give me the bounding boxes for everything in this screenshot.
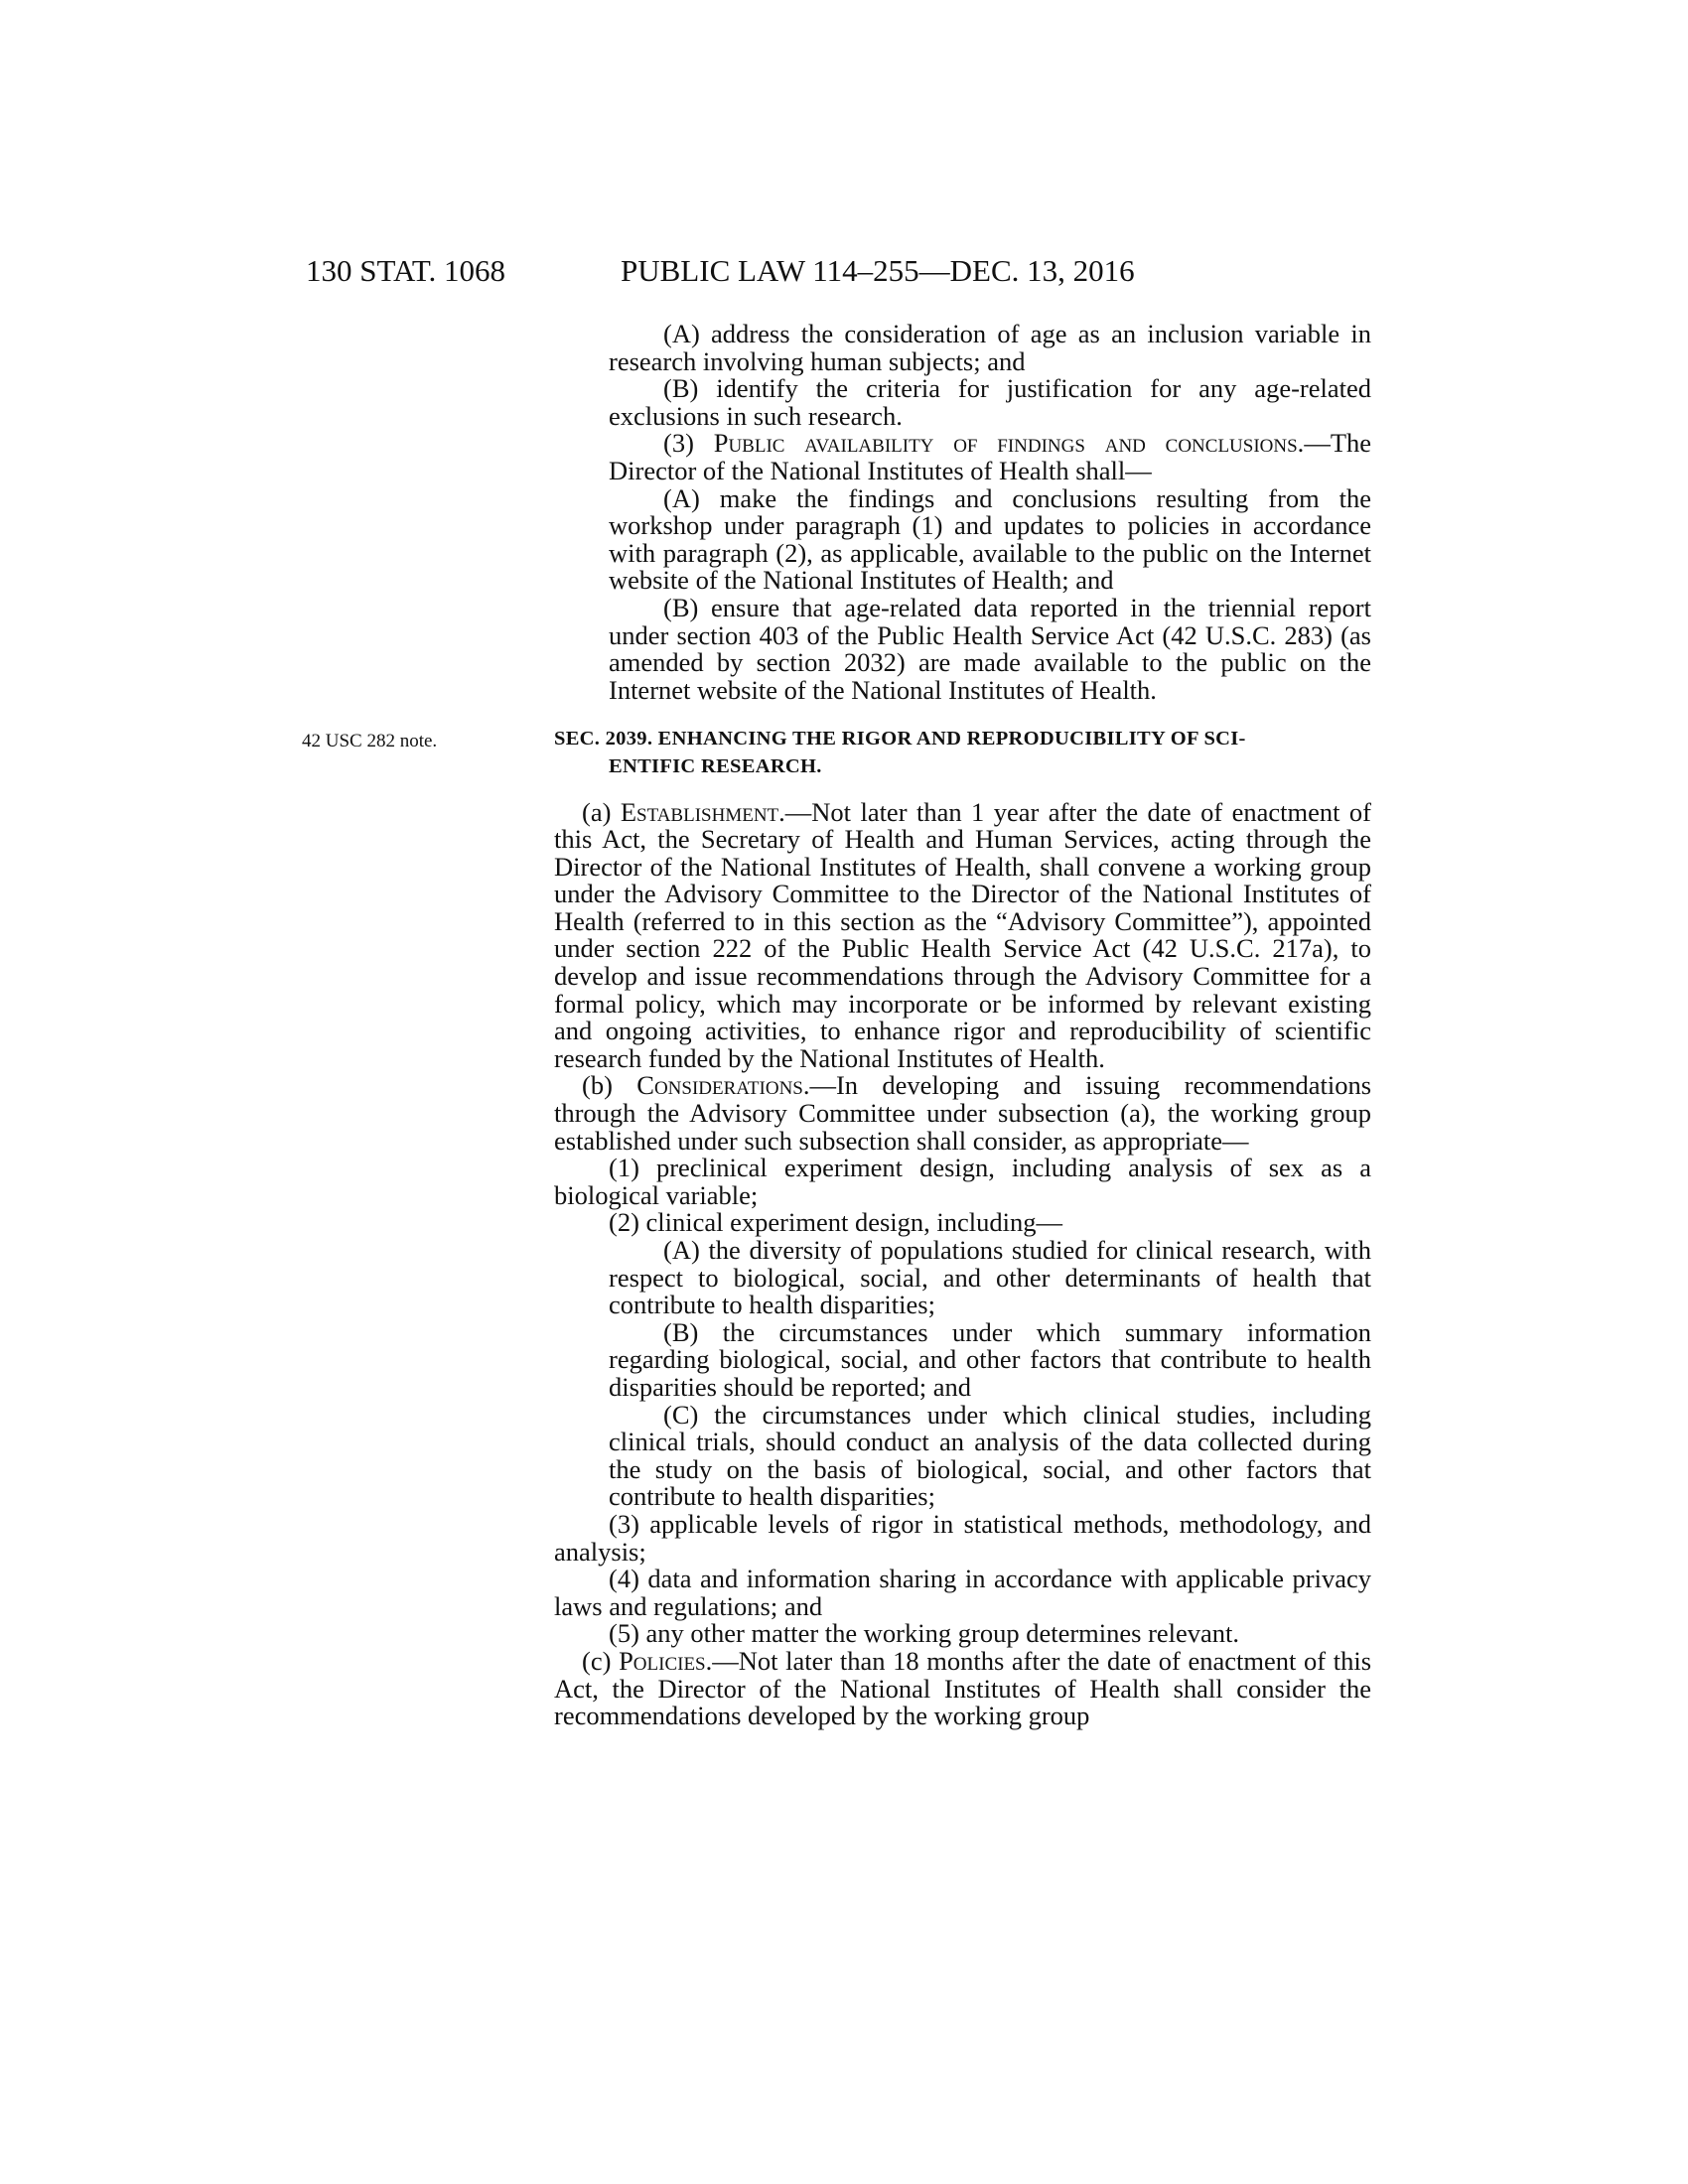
subsection-c-heading: Policies.: [619, 1645, 713, 1676]
paragraph-3-text: —The Director of the National Institutes of Health shall—: [609, 428, 1372, 485]
subsection-b-label: (b): [582, 1070, 613, 1101]
subsection-b-text: —In developing and issuing recommendations through the Advisory Committee under subsection (a), the working group established under such subsection shall consider, as appropriate—: [554, 1070, 1372, 1156]
page-header: [0, 253, 1688, 293]
subsection-c-label: (c): [582, 1645, 612, 1676]
public-law-title: PUBLIC LAW 114–255—DEC. 13, 2016: [621, 253, 1135, 288]
subsection-b-paragraph-2-b: (B) the circumstances under which summary information regarding biological, social, and other factors that contribute to health disparities should be reported; and: [609, 1316, 1371, 1402]
subsection-a-heading: Establishment.: [620, 796, 785, 827]
subsection-b-paragraph-2-c: (C) the circumstances under which clinical studies, including clinical trials, should conduct an analysis of the data collected during the study on the basis of biological, social, and other factors that contribute to health disparities;: [609, 1399, 1371, 1512]
paragraph-3-subparagraph-a: (A) make the findings and conclusions resulting from the workshop under paragraph (1) and updates to policies in accordance with paragraph (2), as applicable, available to the public on the Internet website of the National Institutes of Health; and: [609, 482, 1371, 596]
subsection-c: [554, 1645, 1372, 1731]
subsection-b-paragraph-5: (5) any other matter the working group determines relevant.: [609, 1618, 1240, 1649]
subsection-b-paragraph-4: (4) data and information sharing in accordance with applicable privacy laws and regulations; and: [554, 1564, 1371, 1621]
subsection-a-text: —Not later than 1 year after the date of enactment of this Act, the Secretary of Health and Human Services, acting through the Director of the National Institutes of Health, shall convene a working group under the Advisory Committee to the Director of the National Institutes of Health (referred to in this section as the “Advisory Committee”), appointed under section 222 of the Public Health Service Act (42 U.S.C. 217a), to develop and issue recommendations through the Advisory Committee for a formal policy, which may incorporate or be informed by relevant existing and ongoing activities, to enhance rigor and reproducibility of scientific research funded by the National Institutes of Health.: [554, 796, 1371, 1073]
subsection-b-paragraph-3: (3) applicable levels of rigor in statistical methods, methodology, and analysis;: [554, 1508, 1371, 1567]
subsection-b-paragraph-1: [554, 1153, 1371, 1210]
section-heading-line-1: SEC. 2039. ENHANCING THE RIGOR AND REPRODUCIBILITY OF SCI-: [554, 728, 1246, 751]
subsection-b: [554, 1072, 1371, 1155]
subsection-b-paragraph-2: (2) clinical experiment design, including—: [609, 1207, 1062, 1238]
statute-page-number: 130 STAT. 1068: [306, 253, 506, 288]
section-heading: [554, 726, 1371, 780]
section-heading-line-2: ENTIFIC RESEARCH.: [609, 754, 822, 777]
section-heading-block: [302, 726, 1371, 780]
paragraph-2-subparagraph-a: (A) address the consideration of age as an inclusion variable in research involving human subjects; and: [609, 319, 1371, 376]
margin-note: 42 USC 282 note.: [302, 731, 438, 752]
subsection-c-text: —Not later than 18 months after the date of enactment of this Act, the Director of the National Institutes of Health shall consider the recommendations developed by the working group: [554, 1645, 1372, 1731]
paragraph-3-heading: Public availability of findings and conclusions.: [713, 428, 1305, 459]
subsection-a: [554, 796, 1371, 1073]
document-body: [302, 319, 1372, 1731]
paragraph-3-number: (3): [663, 428, 694, 459]
subsection-b-paragraph-2-a: (A) the diversity of populations studied for clinical research, with respect to biological, social, and other determinants of health that contribute to health disparities;: [609, 1235, 1371, 1320]
paragraph-3: [554, 430, 1371, 484]
paragraph-3-subparagraph-b: (B) ensure that age-related data reported in the triennial report under section 403 of the Public Health Service Act (42 U.S.C. 283) (as amended by section 2032) are made available to the public on the Internet website of the National Institutes of Health.: [609, 592, 1371, 705]
subsection-b-heading: Considerations.: [636, 1070, 810, 1101]
paragraph-2-subparagraph-b: (B) identify the criteria for justification for any age-related exclusions in such research.: [609, 373, 1371, 431]
subsection-b-paragraph-1-text: (1) preclinical experiment design, including analysis of sex as a biological variable;: [554, 1153, 1371, 1210]
subsection-a-label: (a): [582, 796, 612, 827]
